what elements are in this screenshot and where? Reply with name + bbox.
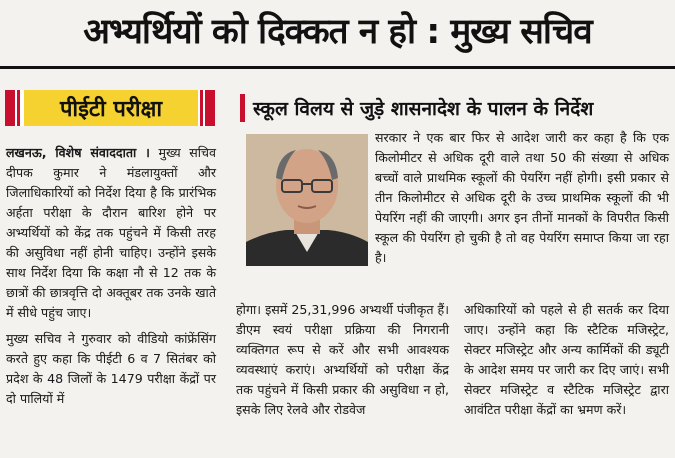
headline-divider — [0, 66, 675, 69]
column-2-top: सरकार ने एक बार फिर से आदेश जारी कर कहा है कि एक किलोमीटर से अधिक दूरी वाले तथा 50 की संख्या से अधिक बच्चों वाले प्राथमिक स्कूलों की पेयरिंग नहीं होगी। इसी प्रकार से तीन किलोमीटर से अधिक दूरी के उच्च प्राथमिक स्कूलों की भी पेयरिंग नहीं की जाएगी। अगर इन तीनों मानकों के विपरीत किसी स्कूल की पेयरिंग हो चुकी है तो वह पेयरिंग समाप्त किया जा रहा है। — [375, 130, 669, 265]
subheadline-text: स्कूल विलय से जुड़े शासनादेश के पालन के निर्देश — [253, 98, 594, 120]
tag-bar-right-thin — [200, 90, 203, 126]
section-tag — [5, 90, 215, 126]
subheadline-marker — [240, 94, 245, 122]
tag-bar-right — [205, 90, 215, 126]
column-1-para-1 — [6, 143, 216, 323]
headline: अभ्यर्थियों को दिक्कत न हो : मुख्य सचिव — [83, 12, 592, 52]
byline: लखनऊ, विशेष संवाददाता । — [6, 145, 150, 160]
column-1-para-1-text: मुख्य सचिव दीपक कुमार ने मंडलायुक्तों और जिलाधिकारियों को निर्देश दिया है कि प्रारंभिक अर्हता परीक्षा के दौरान बारिश होने पर अभ्यर्थियों को केंद्र तक पहुंचने में किसी तरह की असुविधा नहीं होनी चाहिए। उन्होंने इसके साथ निर्देश दिया कि कक्षा नौ से 12 तक के छात्रों की छात्रवृत्ति दो अक्तूबर तक उनके खाते में सीधे पहुंच जाए। — [6, 145, 216, 320]
subheadline — [240, 90, 670, 126]
tag-label: पीईटी परीक्षा — [24, 90, 198, 126]
column-1 — [6, 143, 216, 409]
portrait-illustration — [246, 134, 368, 266]
tag-bar-left — [5, 90, 15, 126]
column-2-bottom: होगा। इसमें 25,31,996 अभ्यर्थी पंजीकृत हैं। डीएम स्वयं परीक्षा प्रक्रिया की निगरानी व्यक्तिगत रूप से करें और सभी आवश्यक व्यवस्थाएं कराएं। अभ्यर्थियों को परीक्षा केंद्र तक पहुंचने में किसी प्रकार की असुविधा न हो, इसके लिए रेलवे और रोडवेज — [236, 302, 449, 417]
column-3: अधिकारियों को पहले से ही सतर्क कर दिया जाए। उन्होंने कहा कि स्टैटिक मजिस्ट्रेट, सेक्टर मजिस्ट्रेट और अन्य कार्मिकों की ड्यूटी के आदेश समय पर जारी कर दिए जाएं। सभी सेक्टर मजिस्ट्रेट व स्टैटिक मजिस्ट्रेट द्वारा आवंटित परीक्षा केंद्रों का भ्रमण करें। — [464, 302, 669, 417]
column-1-para-2: मुख्य सचिव ने गुरुवार को वीडियो कांफ्रेंसिंग करते हुए कहा कि पीईटी 6 व 7 सितंबर को प्रदेश के 48 जिलों के 1479 परीक्षा केंद्रों पर दो पालियों में — [6, 331, 216, 406]
portrait-photo — [246, 134, 368, 266]
tag-bar-left-thin — [17, 90, 20, 126]
